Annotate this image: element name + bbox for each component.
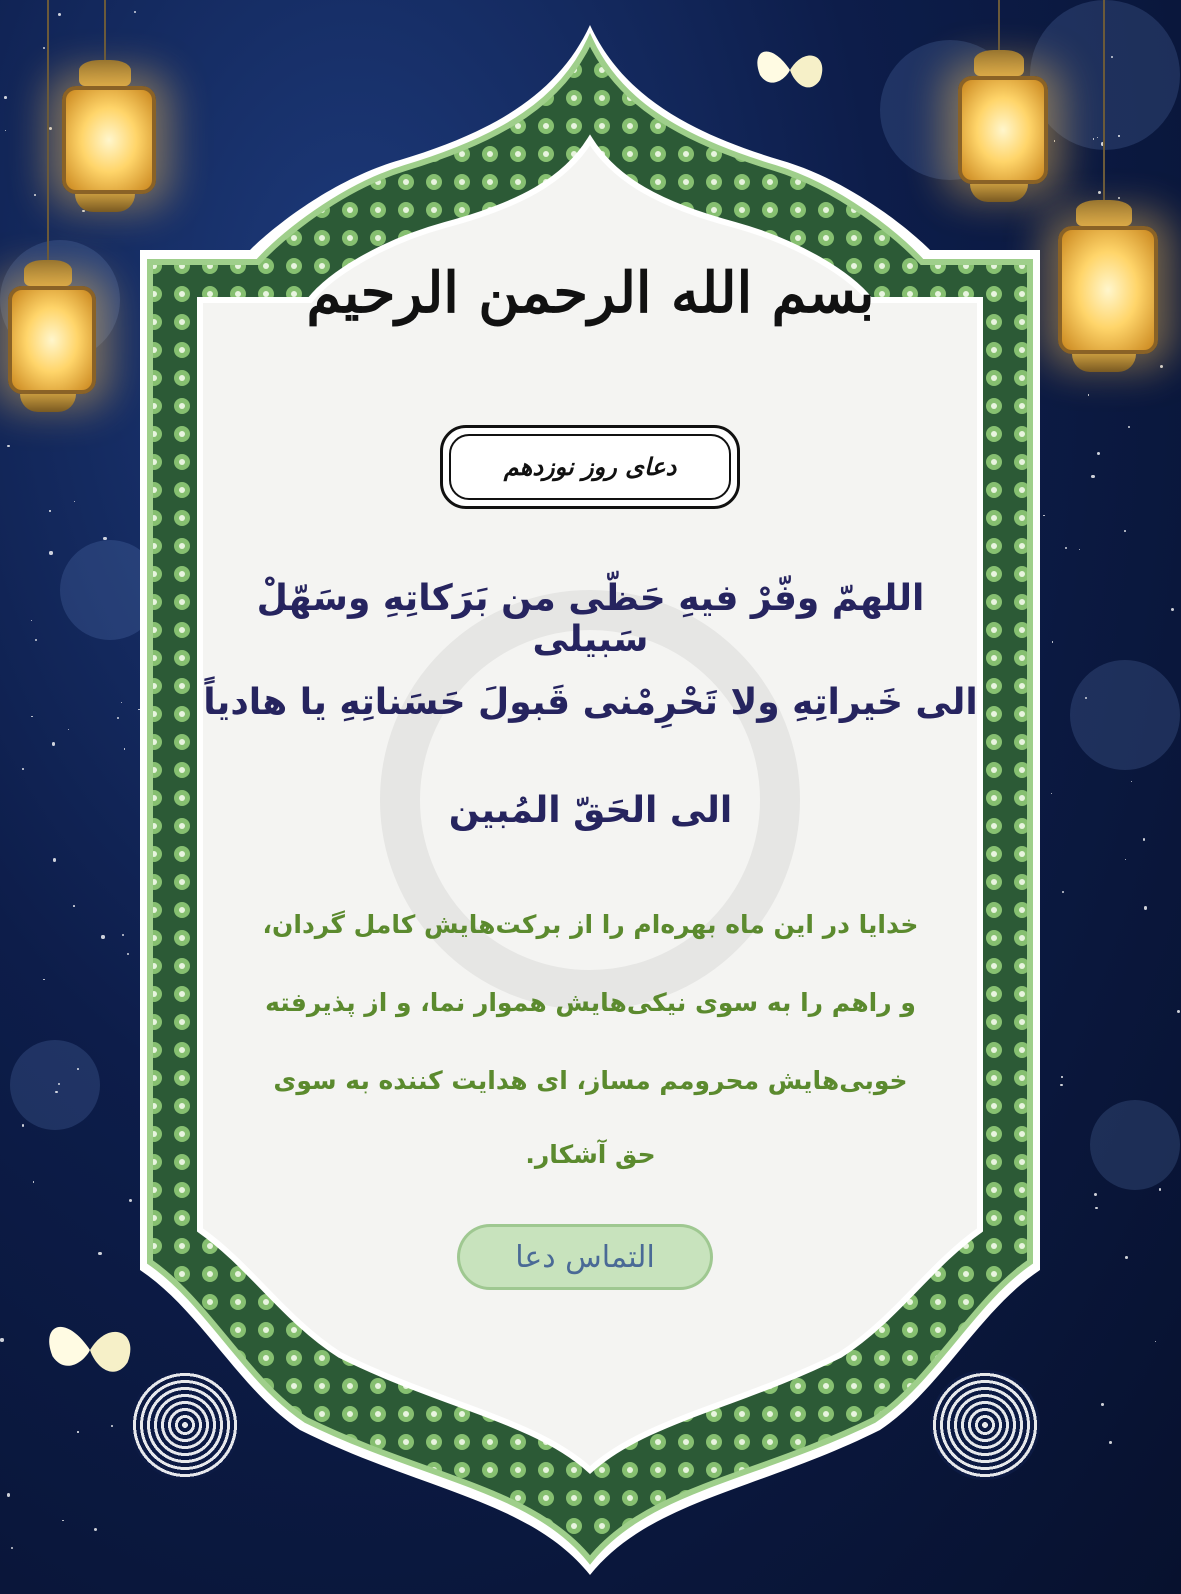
arabic-line: الی الحَقّ المُبین — [448, 790, 733, 831]
persian-line: حق آشکار. — [525, 1140, 656, 1169]
arabic-line: اللهمّ وفّرْ فیهِ حَظّی من بَرَکاتِهِ وسَهّلْ سَبیلی — [256, 578, 925, 660]
page-title: دعای روز نوزدهم — [503, 453, 677, 481]
closing-text: التماس دعا — [515, 1239, 655, 1275]
bismillah-calligraphy: بسم الله الرحمن الرحیم — [306, 260, 875, 326]
persian-line: و راهم را به سوی نیکی‌هایش هموار نما، و از پذیرفته — [265, 988, 916, 1017]
arabic-line: الی خَیراتِهِ ولا تَحْرِمْنی قَبولَ حَسَناتِهِ یا هادیاً — [203, 682, 978, 723]
title-box — [440, 425, 740, 509]
persian-line: خوبی‌هایش محرومم مساز، ای هدایت کننده به سوی — [273, 1066, 908, 1095]
closing-badge — [460, 1227, 710, 1287]
persian-line: خدایا در این ماه بهره‌ام را از برکت‌هایش کامل گردان، — [262, 910, 919, 939]
